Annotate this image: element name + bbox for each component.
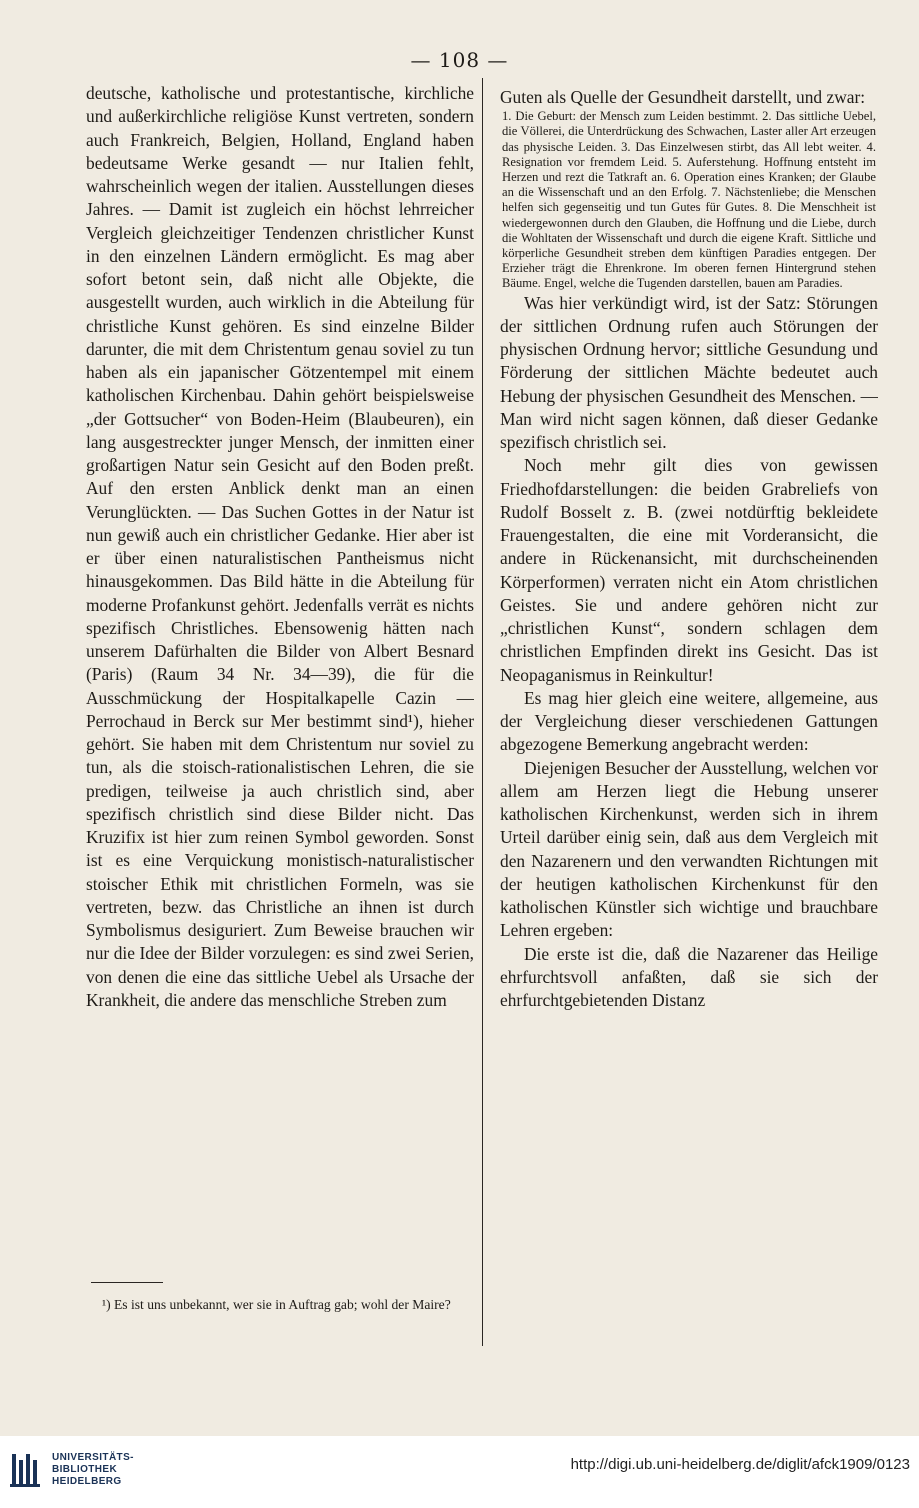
right-column [500,86,878,1012]
right-paragraph-2: Noch mehr gilt dies von gewissen Friedhofdarstellungen: die beiden Grabreliefs von Rudolf Bosselt z. B. (zwei notdürftig bekleidete Frauengestalten, die eine mit Vorderansicht, die andere in Rückenansicht, mit durchscheinenden Körperformen) verraten nicht ein Atom christlichen Geistes. Sie und andere gehören nicht zur „christlichen Kunst“, sondern schlagen dem christlichen Empfinden direkt ins Gesicht. Das ist Neopaganismus in Reinkultur! [500,455,878,685]
column-divider [482,78,483,1346]
library-name-line-2: BIBLIOTHEK [52,1464,118,1475]
right-paragraph-4: Diejenigen Besucher der Ausstellung, welchen vor allem am Herzen liegt die Hebung unserer katholischen Kirchenkunst, werden sich in ihrem Urteil darüber einig sein, daß aus dem Vergleich mit den Nazarenern und den verwandten Richtungen mit der heutigen katholischen Kirchenkunst für den katholischen Künstler sich wichtige und brauchbare Lehren ergeben: [500,757,878,941]
right-paragraph-3: Es mag hier gleich eine weitere, allgemeine, aus der Vergleichung dieser verschiedenen Gattungen abgezogene Bemerkung angebracht werden: [500,687,878,755]
university-library-logo-icon[interactable] [8,1450,44,1488]
viewer-footer [0,1436,919,1508]
right-paragraph-5: Die erste ist die, daß die Nazarener das Heilige ehrfurchtsvoll anfaßten, daß sie sich der ehrfurchtgebietenden Distanz [500,943,878,1011]
right-lead: Guten als Quelle der Gesundheit darstellt, und zwar: [500,87,866,107]
left-paragraph-1: deutsche, katholische und protestantische, kirchliche und außerkirchliche religiöse Kunst vertreten, sondern auch Frankreich, Belgien, Holland, England haben bedeutsame Werke gesandt — nur Italien fehlt, wahrscheinlich wegen der italien. Ausstellungen dieses Jahres. — Damit ist zugleich ein höchst lehrreicher Vergleich gleichzeitiger Tendenzen christlicher Kunst in den einzelnen Ländern ermöglicht. Es mag aber sofort betont sein, daß nicht alle Objekte, die ausgestellt wurden, auch wirklich in die Abteilung für christliche Kunst gehören. Es sind einzelne Bilder darunter, die mit dem Christentum genau soviel zu tun haben als ein japanischer Götzentempel mit einem katholischen Kirchenbau. Dahin gehört beispielsweise „der Gottsucher“ von Boden-Heim (Blaubeuren), ein lang ausgestreckter junger Mensch, der inmitten einer großartigen Natur sein Gesicht auf den Boden preßt. Auf den ersten Anblick denkt man an einen Verunglückten. — Das Suchen Gottes in der Natur ist nun gewiß auch ein christlicher Gedanke. Hier aber ist er über einen naturalistischen Pantheismus nicht hinausgekommen. Das Bild hätte in die Abteilung für moderne Profankunst gehört. Jedenfalls verrät es nichts spezifisch Christliches. Ebensowenig hätten nach unserem Dafürhalten die Bilder von Albert Besnard (Paris) (Raum 34 Nr. 34—39), die für die Ausschmückung der Hospitalkapelle Cazin — Perrochaud in Berck sur Mer bestimmt sind¹), hieher gehört. Sie haben mit dem Christentum nur soviel zu tun, als die stoisch-rationalistischen Lehren, die sie predigen, teilweise ja auch christlich sind, aber spezifisch christlich sind diese Bilder nicht. Das Kruzifix ist hier zum reinen Symbol geworden. Sonst ist es eine Verquickung monistisch-naturalistischer stoischer Ethik mit christlichen Formeln, was sie vertreten, bezw. das Christliche an ihnen ist durch Symbolismus desiguriert. Zum Beweise brauchen wir nur die Idee der Bilder vorzulegen: es sind zwei Serien, von denen die eine das sittliche Uebel als Ursache der Krankheit, die andere das menschliche Streben zum [86,83,474,1010]
library-name-line-1: UNIVERSITÄTS- [52,1452,134,1463]
right-paragraph-1: Was hier verkündigt wird, ist der Satz: Störungen der sittlichen Ordnung rufen auch Störungen der physischen Ordnung hervor; sittliche Gesundung und Förderung der sittlichen Mächte bedeutet auch Hebung der physischen Gesundheit des Menschen. — Man wird nicht sagen können, daß dieser Gedanke spezifisch christlich sei. [500,292,878,453]
footnote: ¹) Es ist uns unbekannt, wer sie in Auftrag gab; wohl der Maire? [102,1297,451,1312]
library-name-line-3: HEIDELBERG [52,1476,122,1487]
source-url-link[interactable]: http://digi.ub.uni-heidelberg.de/diglit/afck1909/0123 [570,1456,910,1473]
page-number: — 108 — [410,48,509,72]
footnote-rule [91,1282,163,1283]
library-name[interactable] [52,1452,134,1488]
numbered-description: 1. Die Geburt: der Mensch zum Leiden bestimmt. 2. Das sittliche Uebel, die Völlerei, die Unterdrückung des Schwachen, Laster aller Art erzeugen das physische Leiden. 3. Das Einzelwesen stirbt, das All lebt weiter. 4. Resignation vor fremdem Leid. 5. Auferstehung. Hoffnung entsteht im Herzen und rezt die Tatkraft an. 6. Operation eines Kranken; der Glaube an die Wissenschaft und an den Erfolg. 7. Nächstenliebe; die Menschen helfen sich gegenseitig und tun Gutes für Gutes. 8. Die Menschheit ist wiedergewonnen durch den Glauben, die Hoffnung und die Liebe, durch die Wohltaten der Wissenschaft und durch die eigene Kraft. Sittliche und körperliche Gesundheit streben dem künftigen Paradies entgegen. Der Erzieher trägt die Ehrenkrone. Im oberen fernen Hintergrund stehen Bäume. Engel, welche die Tugenden darstellen, bauen am Paradies. [502,109,876,291]
left-column [86,82,474,1012]
